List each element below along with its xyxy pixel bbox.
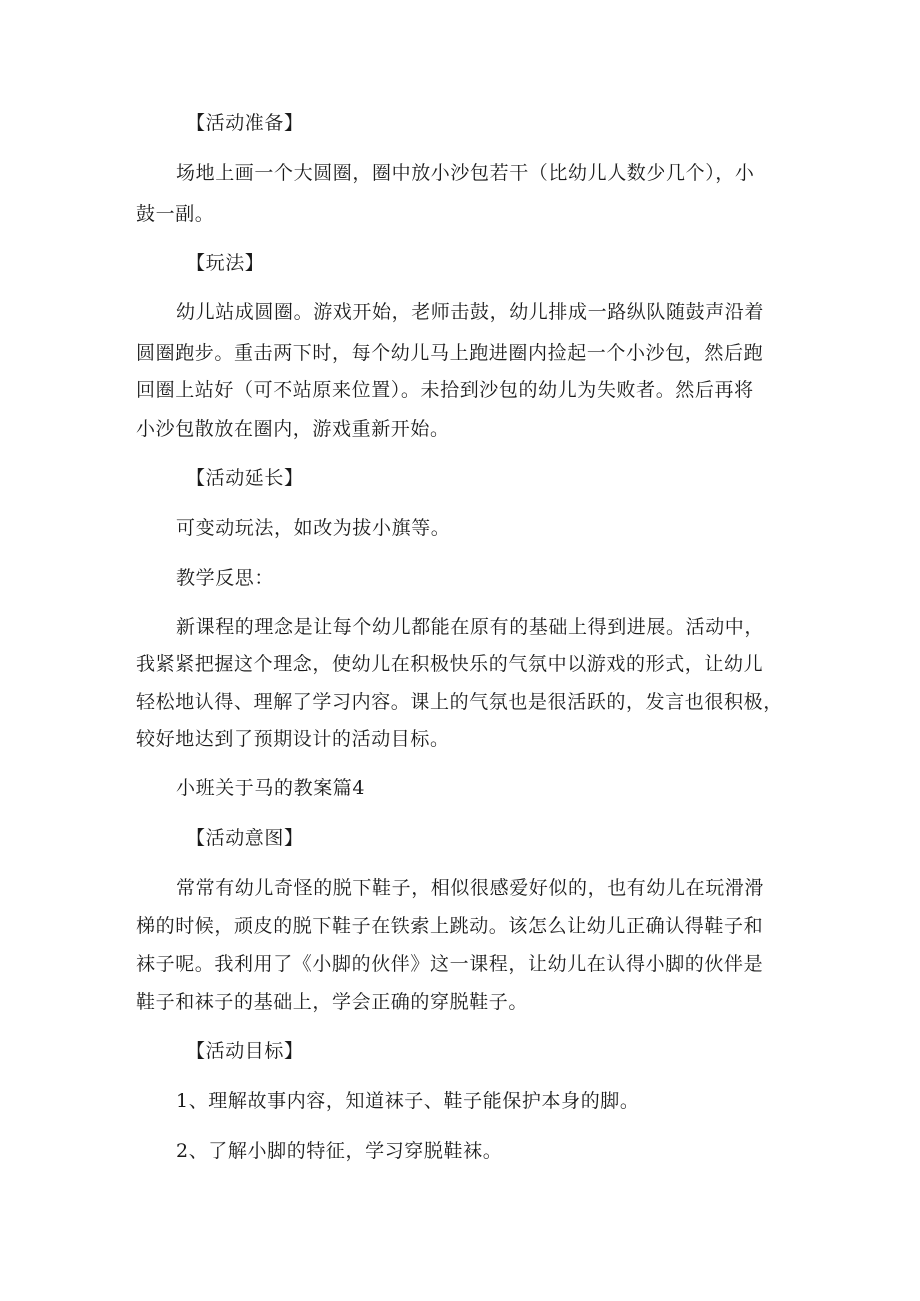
intent-line-4: 鞋子和袜子的基础上，学会正确的穿脱鞋子。 [136,991,529,1013]
reflection-line-2: 我紧紧把握这个理念，使幼儿在积极快乐的气氛中以游戏的形式，让幼儿 [136,653,764,675]
intent-line-3: 袜子呢。我利用了《小脚的伙伴》这一课程，让幼儿在认得小脚的伙伴是 [136,953,764,975]
teaching-reflection-label: 教学反思： [176,567,275,589]
goal-item-2: 2、了解小脚的特征，学习穿脱鞋袜。 [176,1140,503,1162]
gameplay-line-3: 回圈上站好（可不站原来位置）。未拾到沙包的幼儿为失败者。然后再将 [136,379,754,401]
gameplay-line-2: 圆圈跑步。重击两下时，每个幼儿马上跑进圈内捡起一个小沙包，然后跑 [136,342,764,364]
section-title: 小班关于马的教案篇4 [176,777,366,799]
reflection-line-4: 较好地达到了预期设计的活动目标。 [136,728,450,750]
reflection-line-3: 轻松地认得、理解了学习内容。课上的气氛也是很活跃的，发言也很积极， [136,691,783,713]
heading-activity-extension: 【活动延长】 [186,467,304,489]
intent-line-1: 常常有幼儿奇怪的脱下鞋子，相似很感爱好似的，也有幼儿在玩滑滑 [176,877,765,899]
gameplay-line-1: 幼儿站成圆圈。游戏开始，老师击鼓，幼儿排成一路纵队随鼓声沿着 [176,301,765,323]
heading-activity-goals: 【活动目标】 [186,1040,304,1062]
heading-gameplay: 【玩法】 [186,252,265,274]
heading-activity-intent: 【活动意图】 [186,827,304,849]
reflection-line-1: 新课程的理念是让每个幼儿都能在原有的基础上得到进展。活动中， [176,616,765,638]
extension-line-1: 可变动玩法，如改为拔小旗等。 [176,517,451,539]
heading-activity-preparation: 【活动准备】 [186,112,304,134]
preparation-line-2: 鼓一副。 [136,203,215,225]
goal-item-1: 1、理解故事内容，知道袜子、鞋子能保护本身的脚。 [176,1090,640,1112]
gameplay-line-4: 小沙包散放在圈内，游戏重新开始。 [136,418,450,440]
preparation-line-1: 场地上画一个大圆圈，圈中放小沙包若干（比幼儿人数少几个），小 [176,162,755,184]
intent-line-2: 梯的时候，顽皮的脱下鞋子在铁索上跳动。该怎么让幼儿正确认得鞋子和 [136,915,764,937]
